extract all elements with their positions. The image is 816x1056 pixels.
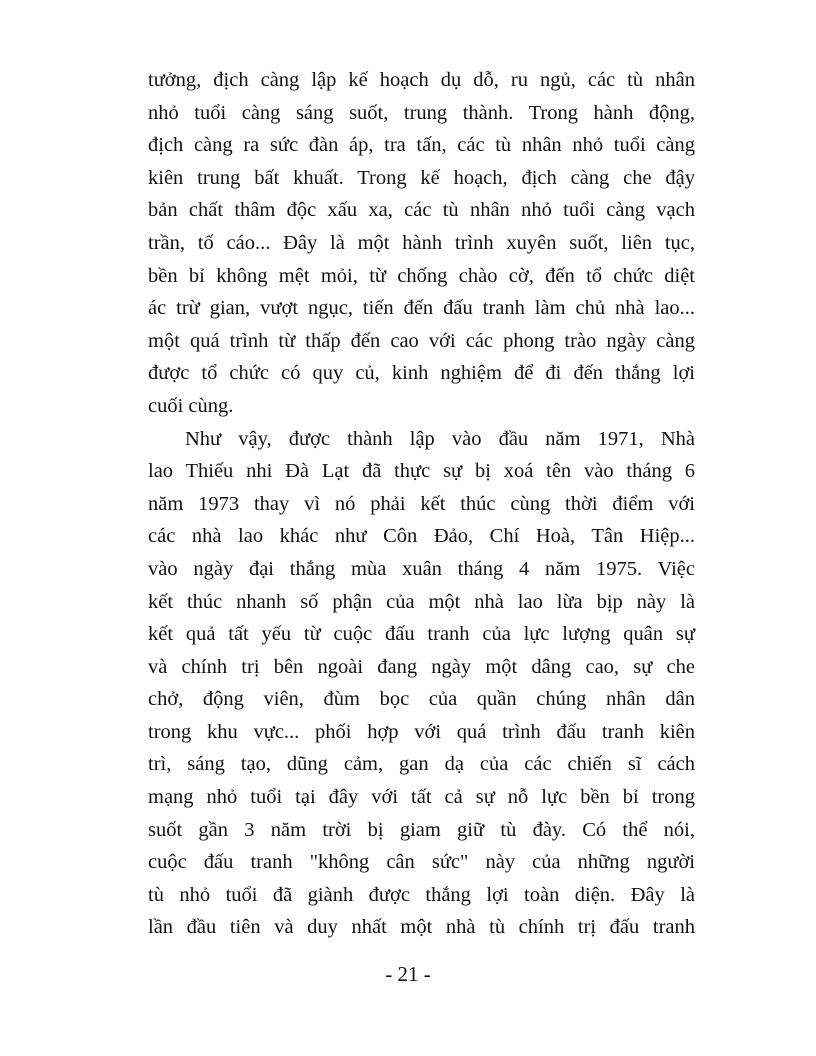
text-line: một quá trình từ thấp đến cao với các phong trào ngày càng <box>148 329 695 352</box>
text-line: kiên trung bất khuất. Trong kế hoạch, địch càng che đậy <box>148 166 695 189</box>
text-line: trần, tố cáo... Đây là một hành trình xuyên suốt, liên tục, <box>148 231 695 254</box>
text-line: suốt gần 3 năm trời bị giam giữ tù đày. Có thể nói, <box>148 818 695 841</box>
text-line: địch càng ra sức đàn áp, tra tấn, các tù nhân nhỏ tuổi càng <box>148 134 695 157</box>
text-line: trong khu vực... phối hợp với quá trình đấu tranh kiên <box>148 720 695 743</box>
text-line: năm 1973 thay vì nó phải kết thúc cùng thời điểm với <box>148 492 695 515</box>
text-line: vào ngày đại thắng mùa xuân tháng 4 năm 1975. Việc <box>148 557 695 580</box>
text-line: nhỏ tuổi càng sáng suốt, trung thành. Trong hành động, <box>148 101 695 124</box>
text-line: kết quả tất yếu từ cuộc đấu tranh của lực lượng quân sự <box>148 623 695 646</box>
paragraph-1 <box>148 64 695 423</box>
text-line: mạng nhỏ tuổi tại đây với tất cả sự nỗ lực bền bỉ trong <box>148 786 695 809</box>
text-line: và chính trị bên ngoài đang ngày một dâng cao, sự che <box>148 655 695 678</box>
text-line: cuối cùng. <box>148 394 234 417</box>
text-line: ác trừ gian, vượt ngục, tiến đến đấu tranh làm chủ nhà lao... <box>148 297 695 320</box>
text-line: trì, sáng tạo, dũng cảm, gan dạ của các chiến sĩ cách <box>148 753 695 776</box>
page-body <box>148 64 695 944</box>
text-line: tưởng, địch càng lập kế hoạch dụ dỗ, ru ngủ, các tù nhân <box>148 69 695 91</box>
page-number: - 21 - <box>385 962 431 986</box>
paragraph-2 <box>148 423 695 945</box>
text-line: lần đầu tiên và duy nhất một nhà tù chính trị đấu tranh <box>148 916 695 939</box>
text-line: bản chất thâm độc xấu xa, các tù nhân nhỏ tuổi càng vạch <box>148 199 695 222</box>
text-line: bền bỉ không mệt mỏi, từ chống chào cờ, đến tổ chức diệt <box>148 264 695 287</box>
text-line: cuộc đấu tranh "không cân sức" này của những người <box>148 851 695 874</box>
text-line: tù nhỏ tuổi đã giành được thắng lợi toàn diện. Đây là <box>148 883 695 906</box>
text-line: các nhà lao khác như Côn Đảo, Chí Hoà, Tân Hiệp... <box>148 525 695 548</box>
text-line: được tổ chức có quy củ, kinh nghiệm để đi đến thắng lợi <box>148 362 695 385</box>
text-line: chở, động viên, đùm bọc của quần chúng nhân dân <box>148 688 695 711</box>
text-line: kết thúc nhanh số phận của một nhà lao lừa bịp này là <box>148 590 695 613</box>
text-line: lao Thiếu nhi Đà Lạt đã thực sự bị xoá tên vào tháng 6 <box>148 460 695 483</box>
text-line: Như vậy, được thành lập vào đầu năm 1971, Nhà <box>185 427 695 450</box>
